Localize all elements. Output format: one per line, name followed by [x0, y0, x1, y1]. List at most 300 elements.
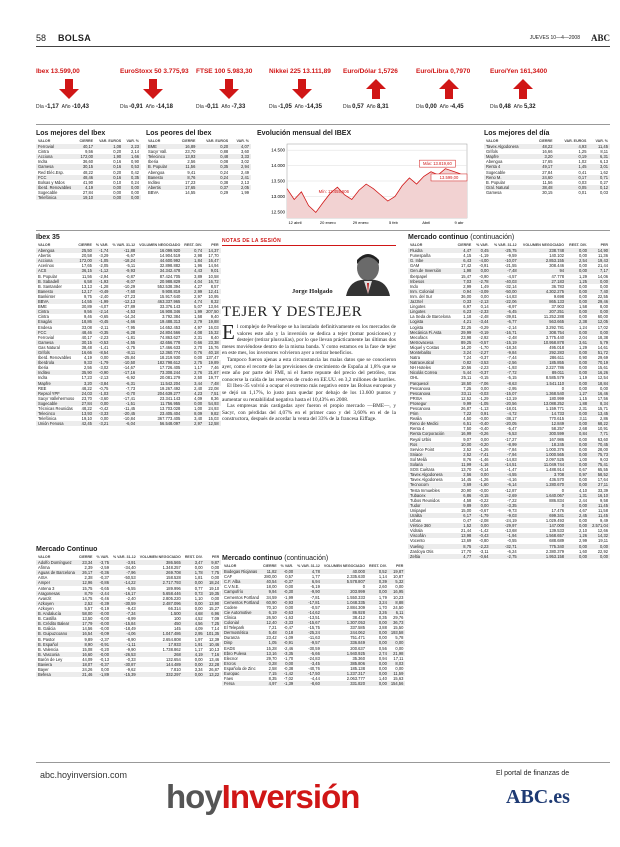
table-cell: -0,00 [94, 611, 111, 616]
table-cell: 15,75 [82, 585, 93, 591]
table-cell: -1,60 [473, 482, 490, 487]
table-cell: 34.342.478 [137, 268, 182, 273]
table-cell: -9,59 [507, 253, 517, 259]
table-cell: 18,24 [205, 580, 222, 585]
table-cell: 101,35 [206, 631, 220, 637]
table-cell: 19,77 [208, 375, 219, 381]
table-cell: 15,61 [597, 365, 608, 371]
table-cell: Codere [224, 604, 238, 610]
table-cell: -3,09 [473, 289, 490, 294]
table-cell: -26,53 [111, 652, 138, 657]
table-cell: -3,35 [279, 651, 296, 656]
table-cell: 1,70 [378, 604, 387, 610]
table-cell: -5,19 [310, 584, 320, 590]
table-cell: 7,17 [589, 268, 610, 273]
table-cell: -2,27 [473, 350, 490, 355]
table-cell: 17,42 [461, 263, 472, 269]
table-cell: 24,26 [82, 667, 93, 673]
table-cell: -25,84 [123, 355, 136, 361]
table-cell: Mapfre [484, 154, 532, 159]
table-cell: -0,15 [479, 375, 489, 381]
table-cell: 552.538.394 [157, 283, 181, 289]
table-cell: 8,35 [268, 676, 277, 682]
table-cell: -3,35 [491, 503, 519, 508]
column-header: CIERRE [79, 139, 94, 143]
table-cell: 172,00 [76, 258, 94, 263]
table-cell: 18,86 [76, 319, 94, 324]
banner-abc-logo[interactable]: ABC.es [506, 786, 570, 808]
table-cell: -6,04 [110, 421, 137, 426]
table-cell: 16.908.346 [137, 309, 182, 314]
table-cell: Española de Zinc [224, 665, 256, 671]
table-cell: -18,24 [110, 258, 137, 263]
column-header: VALOR [38, 555, 51, 559]
table-cell: 0,00 [131, 189, 139, 195]
table-cell: 8,09 [182, 411, 204, 416]
table-cell: 1.738.862 [162, 646, 181, 652]
table-cell: 1,45 [554, 164, 588, 169]
table-cell: 10,95 [208, 293, 219, 299]
table-cell: Tubacex [408, 493, 455, 498]
table-cell: -1,74 [94, 248, 111, 253]
column-header: REST. DIV. [184, 555, 203, 559]
table-cell: 7,14 [211, 626, 220, 632]
table-cell: 0,00 [395, 584, 404, 590]
table-cell: 73.308.244 [137, 370, 182, 375]
table-cell: -0,00 [94, 652, 111, 657]
table-cell: B. Crédito Balear [36, 621, 77, 626]
table-cell: 10,23 [393, 594, 404, 600]
table-cell: 5.578.807 [322, 579, 367, 584]
table-cell: -0,75 [99, 385, 109, 391]
table-cell: 0,00 [579, 518, 587, 524]
table-cell: 9,99 [455, 401, 473, 406]
table-cell: -1,70 [479, 344, 489, 350]
table-cell: -15,84 [111, 621, 138, 626]
table-cell: 4,50 [463, 416, 472, 422]
table-cell: 7.810 [170, 667, 181, 673]
table-cell: Afirma [38, 565, 50, 571]
table-cell: 12,05 [589, 319, 610, 324]
table-cell: Ebro Puleva [222, 651, 261, 656]
table-cell: 18.245 [519, 442, 566, 447]
table-cell: Azkoyen [36, 601, 77, 606]
table-cell: -1,81 [125, 334, 136, 340]
index-name-value: Euro/Libra 0,7970 [416, 68, 471, 75]
table-cell: 13,70 [461, 467, 472, 473]
table-cell: PRISA [410, 395, 423, 401]
table-cell: Gamesa [486, 189, 502, 195]
table-cell: 0,00 [473, 472, 490, 477]
table-cell: Metrovacesa [408, 340, 455, 345]
table-cell: -0,00 [94, 621, 111, 626]
table-cell: -5,47 [507, 426, 517, 432]
table-cell: -9,93 [110, 268, 137, 273]
table-cell: Aragonesas [36, 591, 77, 596]
table-cell: 0,00 [194, 355, 203, 361]
table-cell: 36,00 [461, 293, 472, 299]
table-cell: ACS [36, 268, 76, 273]
table-cell: 12,17 [76, 289, 94, 294]
table-cell: -10,29 [123, 283, 136, 289]
table-cell: EADS [224, 645, 236, 651]
table-cell: 32.898.882 [159, 263, 181, 269]
table-cell: 48,22 [81, 406, 92, 411]
column-header: % VAR. [95, 243, 109, 247]
table-cell: 886.834 [549, 497, 565, 503]
table-cell: 4,58 [463, 497, 472, 503]
table-cell: -0,37 [479, 355, 489, 361]
table-cell: -25,75 [491, 248, 519, 253]
table-cell: 48,46 [76, 330, 94, 335]
table-cell: -3,11 [479, 548, 489, 554]
index-box [343, 68, 413, 108]
table-cell: 0,19 [554, 154, 588, 159]
table-cell: -2,48 [507, 334, 517, 340]
table-cell: -2,23 [479, 365, 489, 371]
table-cell: -2,23 [99, 334, 109, 340]
table-cell: -0,53 [94, 340, 111, 345]
table-cell: -7,44 [507, 355, 517, 361]
table-cell: -0,70 [110, 391, 137, 396]
table-cell: -1,03 [94, 391, 111, 396]
column-header: PER [211, 243, 219, 247]
table-cell: Colonial [222, 620, 261, 625]
table-cell: 1.000.376 [545, 446, 565, 452]
table-cell: 3,89 [194, 273, 203, 279]
table-cell: 140.102 [549, 253, 565, 259]
table-cell: Gamesa [36, 164, 76, 169]
table-cell: -1,51 [110, 401, 137, 406]
table-cell: 2.335.630 [346, 574, 365, 580]
table-cell: 0,24 [197, 175, 230, 180]
index-name-value: FTSE 100 5.983,30 [196, 68, 253, 75]
table-cell: 38.412 [352, 614, 365, 620]
table-cell: Campofrío [222, 589, 261, 594]
table-cell: 2,40 [194, 385, 203, 391]
table-cell: 7,40 [589, 289, 610, 294]
dia-value: 0,57 [352, 104, 364, 110]
table-cell: 0,00 [95, 195, 123, 200]
table-cell: 1,58 [194, 314, 203, 320]
table-cell: -0,43 [473, 533, 490, 538]
table-cell: El Telepark [224, 625, 245, 631]
table-cell: -3,21 [94, 421, 111, 426]
table-cell: 37.903 [551, 304, 565, 310]
table-cell: Repsol YPF [36, 391, 76, 396]
column-header: PER [395, 564, 404, 568]
table-cell: 19,87 [389, 569, 406, 574]
y-tick-label: 13.000 [271, 193, 285, 199]
table-cell: 2,68 [579, 426, 587, 432]
table-cell: -2,33 [473, 309, 490, 314]
table-cell: 70,45 [589, 442, 610, 447]
table-cell: 17,65 [175, 185, 197, 190]
ano-value: -14,35 [304, 104, 322, 110]
ano-value: -7,33 [231, 104, 246, 110]
table-cell: B. Castilla [38, 616, 57, 622]
table-cell: -1,16 [473, 462, 490, 467]
table-cell: 0,00 [579, 436, 587, 442]
table-cell: -7,02 [283, 676, 294, 682]
table-cell: -1,28 [99, 283, 109, 289]
table-cell: 2,99 [182, 289, 204, 294]
table-cell: 5,32 [389, 579, 406, 584]
table-cell: 1,17 [194, 646, 203, 652]
table-cell: 4,52 [194, 616, 203, 622]
table-cell: 15,76 [208, 344, 219, 350]
table-cell: 0,00 [182, 401, 204, 406]
table-cell: -7,34 [111, 611, 138, 616]
table-cell: 27,84 [82, 189, 94, 195]
table-cell: 12,41 [204, 289, 221, 294]
table-cell: 172,00 [76, 154, 95, 159]
table-cell: -2,94 [99, 273, 109, 279]
table-cell: 1,00 [579, 456, 587, 462]
table-cell: 19,43 [589, 258, 610, 263]
table-cell: -12,87 [505, 487, 517, 493]
table-cell: 30,15 [542, 189, 553, 195]
table-cell: 2,52 [463, 446, 472, 452]
banner-url[interactable]: abc.hoyinversion.com [40, 770, 128, 780]
table-cell: 9,58 [600, 497, 608, 503]
table-cell: 0,00 [378, 665, 387, 671]
table-cell: 0,00 [367, 640, 389, 645]
table-cell: 27,11 [589, 482, 610, 487]
table-cell: 0,00 [566, 381, 589, 386]
table-cell: Acciona [36, 154, 76, 159]
table-cell: 8,90 [77, 642, 95, 647]
table-cell: BBVA [36, 299, 76, 304]
advert-banner[interactable] [36, 762, 610, 824]
table-cell: 6,13 [600, 159, 608, 165]
table-cell: 0,00 [285, 604, 294, 610]
table-cell: Natraceutical [408, 360, 455, 365]
table-cell: 11,82 [261, 569, 279, 574]
table-cell: -0,36 [94, 570, 111, 575]
article-paragraph: Las empresas más castigadas ayer fueron el propio mercado —BME—, y Sacyr, con pérdidas del 4,07% en el primer caso y del 3,60% en el de la constructora, después de acordar la venta del 33% de la francesa Eiffage. [222, 403, 396, 423]
table-cell: Enagás [36, 319, 76, 324]
table-cell: -5,55 [126, 585, 136, 591]
table-cell: Clinica [224, 614, 237, 620]
dia-label: Día [196, 104, 204, 110]
table-cell: 16,26 [589, 370, 610, 375]
table-cell: 11.049.744 [519, 462, 566, 467]
column-header: VAR. % [236, 139, 249, 143]
table-cell: 2,38 [566, 319, 589, 324]
table-cell: Sacyr Vall. [148, 149, 168, 155]
table-cell: 14,61 [597, 344, 608, 350]
table-row [36, 672, 221, 677]
table-cell: 17,02 [597, 324, 608, 330]
table-cell: Banesto [146, 175, 175, 180]
table-cell: Ros [408, 442, 455, 447]
y-tick-label: 13.500 [271, 178, 285, 184]
table-cell: 18,84 [589, 381, 610, 386]
table-cell: 20,90 [461, 487, 472, 493]
table-cell: 2,52 [77, 601, 95, 606]
table-cell: 0,00 [211, 575, 220, 581]
table-cell: BBVA [148, 189, 159, 195]
table-cell: Pescanova [410, 406, 431, 411]
table-cell: 58,00 [77, 611, 95, 616]
index-variation [416, 104, 464, 110]
table-cell: 336.849 [322, 640, 367, 645]
table-cell: 0,00 [579, 283, 587, 289]
table-cell: 0,00 [566, 248, 589, 253]
table-cell: -10,84 [123, 416, 136, 422]
table-cell: -7,48 [491, 268, 519, 273]
ano-value: -4,45 [449, 104, 464, 110]
table-cell: -14,51 [491, 462, 519, 467]
table-cell: 17.466.633 [159, 344, 181, 350]
table-cell: 0,00 [480, 293, 489, 299]
table-cell: 7,51 [204, 391, 221, 396]
table-cell: 9,56 [85, 149, 94, 155]
table-cell: NH Hoteles [410, 365, 431, 371]
table-cell: -4,16 [507, 477, 517, 483]
x-tick-label: 5 feb [388, 220, 398, 225]
column-header: VAR. EUROS [206, 139, 229, 143]
table-cell: Inbesos [408, 279, 455, 284]
table-cell: 51,72 [589, 350, 610, 355]
table-cell: Aguas de Barcelona [38, 570, 75, 576]
table-cell: -0,15 [473, 493, 490, 498]
table-cell: 0,00 [123, 185, 141, 190]
table-cell: 0,00 [600, 385, 608, 391]
table-cell: 0,00 [566, 452, 589, 457]
table-cell: -1,39 [279, 681, 296, 686]
table-cell: Iberpapel [410, 273, 428, 279]
column-header: PER [211, 555, 220, 559]
table-cell: 0,00 [566, 289, 589, 294]
table-cell: 8,34 [589, 401, 610, 406]
dia-label: Día [490, 104, 498, 110]
table-cell: 15.917.640 [159, 293, 181, 299]
table-cell: 1,25 [578, 149, 587, 155]
table-cell: 775.340 [519, 544, 566, 549]
table-cell: 10,13 [208, 646, 220, 652]
table-cell: 18,50 [455, 381, 473, 386]
table-cell: C.V.N.E. [224, 584, 240, 590]
table-cell: Inditex [36, 370, 76, 375]
index-box [416, 68, 486, 108]
table-cell: -0,20 [473, 442, 490, 447]
table-cell: 2,99 [579, 538, 587, 544]
table-cell: -7,06 [473, 381, 490, 386]
column-header: % VAR. 31-12 [297, 564, 320, 568]
table-cell: 0 [519, 503, 566, 508]
table-cell: 0 [561, 487, 565, 493]
table-cell: 9,40 [210, 314, 219, 320]
table-cell: Natra [410, 355, 421, 361]
table-cell: -17,50 [295, 671, 322, 676]
table-cell: 4,15 [463, 253, 472, 259]
table-cell: -5,66 [295, 651, 322, 656]
table-cell: 23,70 [81, 395, 92, 401]
table-cell: 1,02 [578, 159, 587, 165]
table-cell: 38,48 [81, 344, 92, 350]
table-cell: -1,47 [507, 467, 517, 473]
section-title: BOLSA [58, 33, 91, 43]
table-cell: 30,15 [76, 340, 94, 345]
table-cell: 1.000.565 [519, 452, 566, 457]
banner-brand[interactable] [166, 778, 359, 816]
table-cell: 7,71 [589, 431, 610, 436]
table-cell: 8.585.579 [545, 375, 565, 381]
table-cell: 21,67 [204, 370, 221, 375]
column-header: CIERRE [181, 139, 196, 143]
table-cell: 1,26 [566, 533, 589, 538]
table-cell: 0,00 [285, 584, 294, 590]
column-header: REST. DIV. [369, 564, 387, 568]
table-cell: 16,10 [589, 493, 610, 498]
table-cell: 0,00 [566, 442, 589, 447]
table-cell: 13,16 [261, 651, 279, 656]
table-cell: 0,52 [367, 569, 389, 574]
table-cell: Bankinter [38, 293, 56, 299]
table-cell: -15,67 [295, 620, 322, 625]
table-cell: 16,46 [589, 391, 610, 396]
table-cell: 75,41 [589, 462, 610, 467]
table-cell: -50,53 [124, 575, 136, 581]
table-cell: -0,65 [99, 314, 109, 320]
table-cell: 0,00 [194, 565, 203, 571]
table-cell: -1,94 [491, 533, 519, 538]
table-cell: Prim [408, 411, 455, 416]
table-cell: -1,93 [94, 279, 111, 284]
table-cell: 11.252.288 [543, 314, 565, 320]
table-cell: 2,97 [194, 293, 203, 299]
mercado3-subtitle: (continuación) [470, 234, 515, 241]
table-cell: -9,84 [491, 350, 519, 355]
table-cell: -4,55 [491, 472, 519, 477]
table-cell: B. Popular [38, 273, 58, 279]
table-cell: B. Pastor [38, 636, 55, 642]
table-cell: 0,56 [378, 645, 387, 651]
table-cell: 14.733 [519, 411, 566, 416]
table-cell: -0,93 [279, 600, 296, 605]
table-cell: 19,11 [598, 538, 608, 544]
table-cell: 0,27 [600, 179, 608, 185]
table-cell: 3,24 [455, 350, 473, 355]
table-cell: Cintra [38, 149, 49, 155]
table-cell: -8,63 [491, 381, 519, 386]
table-cell: -2,95 [507, 385, 517, 391]
table-cell: 16.099.920 [137, 248, 182, 253]
table-cell: 8,76 [175, 175, 197, 180]
table-cell: -1,12 [94, 268, 111, 273]
author-portrait-icon [342, 248, 392, 296]
table-row [146, 190, 251, 195]
x-tick-label: 9 abr [454, 220, 464, 225]
table-cell: 6,86 [455, 493, 473, 498]
table-cell: 0,84 [566, 431, 589, 436]
table-cell: -0,67 [479, 507, 489, 513]
table-cell: 1.550.333 [346, 594, 365, 600]
table-cell: -0,13 [99, 656, 109, 662]
table-cell: 2.805.220 [162, 595, 181, 601]
ano-label: Año [366, 104, 376, 110]
table-cell: 33,08 [81, 324, 92, 330]
table-cell: 865.133 [519, 299, 566, 304]
table-cell: -32,71 [491, 544, 519, 549]
table-cell: B. Sabadell [36, 279, 76, 284]
table-cell: 436.570 [549, 477, 565, 483]
table-cell: 0,33 [455, 299, 473, 304]
index-name-value: Euro/Dólar 1,5726 [343, 68, 398, 75]
table-cell: 1,25 [566, 279, 589, 284]
